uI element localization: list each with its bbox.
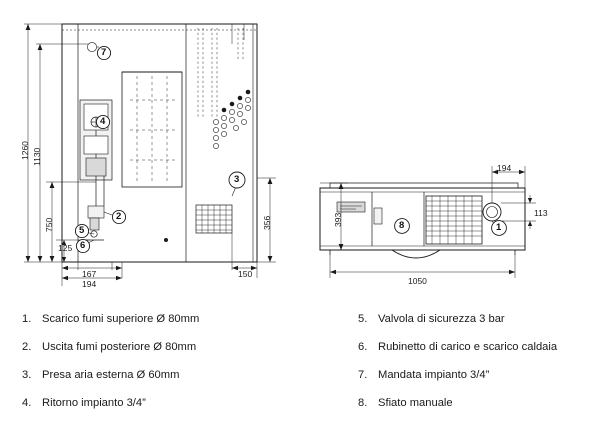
dim-393: 393 xyxy=(333,212,343,227)
legend-item xyxy=(358,368,598,396)
callout-5: 5 xyxy=(79,225,85,236)
dim-1050: 1050 xyxy=(408,276,427,286)
legend-number: 5. xyxy=(358,313,368,325)
callout-7: 7 xyxy=(101,47,107,58)
legend-label: Ritorno impianto 3/4” xyxy=(42,397,146,409)
legend-label: Sfiato manuale xyxy=(378,397,453,409)
legend-label: Valvola di sicurezza 3 bar xyxy=(378,313,505,325)
legend-number: 3. xyxy=(22,369,32,381)
dim-194-side: 194 xyxy=(497,163,512,173)
callout-6: 6 xyxy=(80,240,86,251)
legend-number: 4. xyxy=(22,397,32,409)
dim-167: 167 xyxy=(82,269,97,279)
legend-item xyxy=(358,396,598,424)
legend-label: Mandata impianto 3/4” xyxy=(378,369,490,381)
legend-number: 7. xyxy=(358,369,368,381)
legend-number: 1. xyxy=(22,313,32,325)
callout-8: 8 xyxy=(399,220,405,231)
dim-1130: 1130 xyxy=(32,147,42,166)
callout-2: 2 xyxy=(116,211,122,222)
legend-column-right xyxy=(358,312,598,424)
legend-label: Rubinetto di carico e scarico caldaia xyxy=(378,341,558,353)
legend-column-left xyxy=(22,312,292,424)
dim-113: 113 xyxy=(534,208,548,218)
dim-1260: 1260 xyxy=(20,141,30,160)
dim-194: 194 xyxy=(82,279,97,289)
legend-item xyxy=(358,340,598,368)
legend-label: Presa aria esterna Ø 60mm xyxy=(42,369,180,381)
dim-356: 356 xyxy=(262,215,272,230)
legend-number: 6. xyxy=(358,341,368,353)
legend-item xyxy=(22,368,292,396)
legend-item xyxy=(22,312,292,340)
legend-item xyxy=(22,396,292,424)
legend-number: 8. xyxy=(358,397,368,409)
callout-1: 1 xyxy=(496,222,502,233)
legend-item xyxy=(358,312,598,340)
callout-4: 4 xyxy=(100,116,106,127)
legend-label: Uscita fumi posteriore Ø 80mm xyxy=(42,341,197,353)
legend xyxy=(0,312,600,437)
dim-125: 125 xyxy=(58,243,73,253)
legend-label: Scarico fumi superiore Ø 80mm xyxy=(42,313,200,325)
legend-number: 2. xyxy=(22,341,32,353)
legend-item xyxy=(22,340,292,368)
dim-150: 150 xyxy=(238,269,253,279)
dim-750: 750 xyxy=(44,217,54,232)
callout-3: 3 xyxy=(234,174,240,185)
